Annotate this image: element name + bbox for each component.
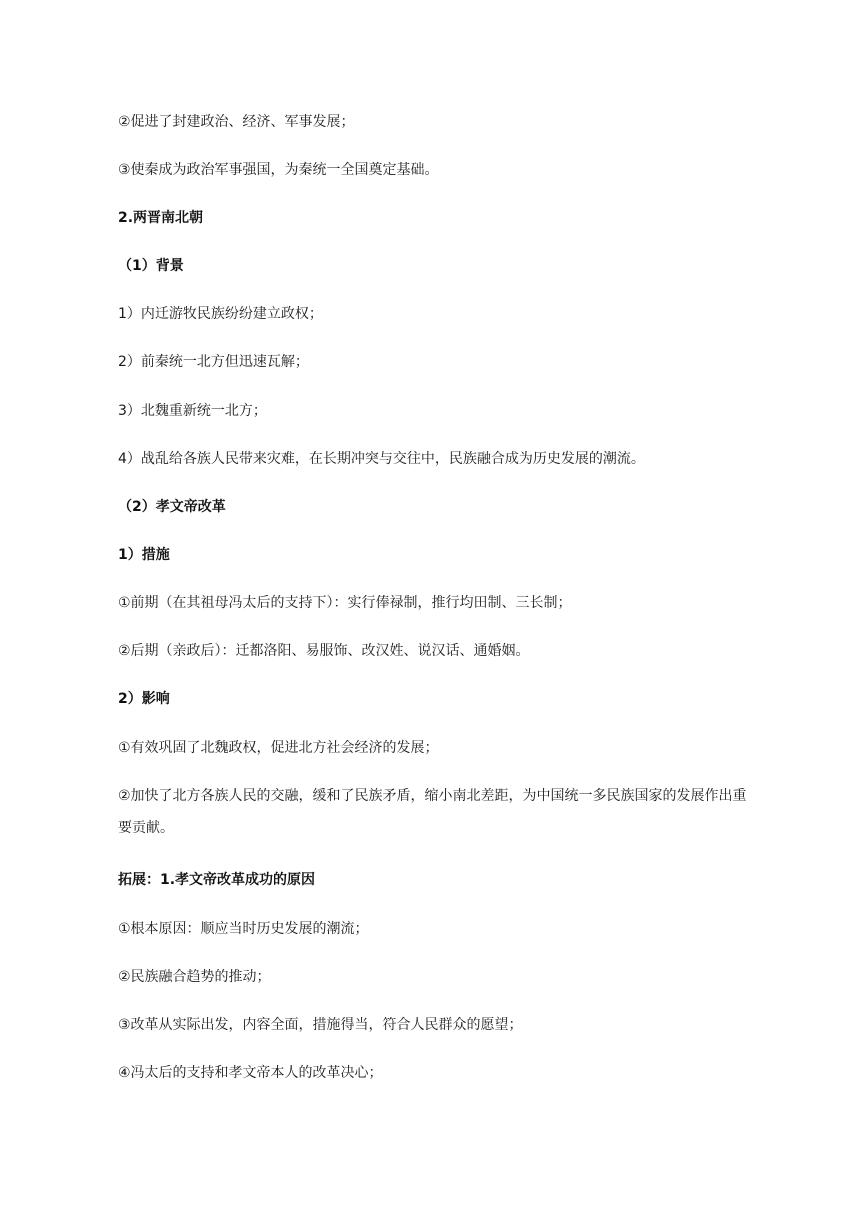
text-line: ①有效巩固了北魏政权，促进北方社会经济的发展；	[118, 740, 439, 756]
subsection-heading: （2）孝文帝改革	[118, 499, 226, 515]
text-line: ①根本原因：顺应当时历史发展的潮流；	[118, 921, 369, 937]
subsection-heading: （1）背景	[118, 258, 184, 274]
text-paragraph: ②加快了北方各族人民的交融，缓和了民族矛盾，缩小南北差距，为中国统一多民族国家的发展作出重要贡献。	[118, 788, 747, 836]
extension-heading: 拓展：1.孝文帝改革成功的原因	[118, 872, 316, 888]
text-line: 3）北魏重新统一北方；	[118, 403, 267, 419]
text-line: 2）前秦统一北方但迅速瓦解；	[118, 354, 309, 370]
text-line: ③使秦成为政治军事强国，为秦统一全国奠定基础。	[118, 162, 439, 178]
section-heading: 2.两晋南北朝	[118, 210, 204, 226]
item-heading: 2）影响	[118, 691, 170, 707]
text-line: ②后期（亲政后）：迁都洛阳、易服饰、改汉姓、说汉话、通婚姻。	[118, 643, 530, 659]
text-line: ③改革从实际出发，内容全面，措施得当，符合人民群众的愿望；	[118, 1017, 523, 1033]
text-line: ②促进了封建政治、经济、军事发展；	[118, 114, 355, 130]
text-line: 1）内迁游牧民族纷纷建立政权；	[118, 306, 323, 322]
text-line: 4）战乱给各族人民带来灾难，在长期冲突与交往中，民族融合成为历史发展的潮流。	[118, 451, 645, 467]
text-line: ②民族融合趋势的推动；	[118, 969, 271, 985]
item-heading: 1）措施	[118, 547, 170, 563]
text-line: ④冯太后的支持和孝文帝本人的改革决心；	[118, 1065, 383, 1081]
text-line: ①前期（在其祖母冯太后的支持下）：实行俸禄制，推行均田制、三长制；	[118, 595, 572, 611]
